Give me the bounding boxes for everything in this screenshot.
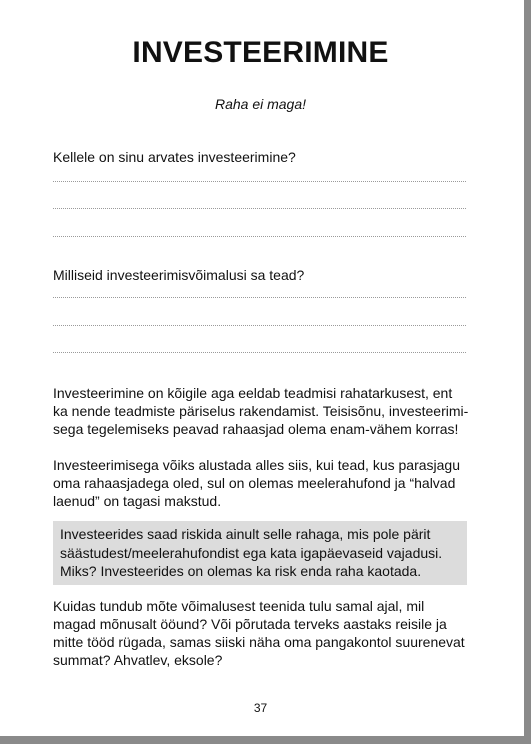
paragraph-when-to-start xyxy=(53,456,469,510)
paragraph-line: Kuidas tundub mõte võimalusest teenida tulu samal ajal, mil xyxy=(53,598,425,614)
paragraph-line: oma rahaasjadega oled, sul on olemas meelerahufond ja “halvad xyxy=(53,475,456,491)
paragraph-line: magad mõnusalt ööund? Või põrutada terveks aastaks reisile ja xyxy=(53,616,447,632)
paragraph-line: ka nende teadmiste päriselus rakendamist. Teisisõnu, investeerimi- xyxy=(53,403,469,419)
paragraph-line: sega tegelemiseks peavad rahaasjad olema enam-vähem korras! xyxy=(53,421,459,437)
answer-line xyxy=(53,208,466,209)
page-title: INVESTEERIMINE xyxy=(132,36,389,69)
paragraph-line: Investeerimine on kõigile aga eeldab teadmisi rahatarkusest, ent xyxy=(53,385,453,401)
question-1: Kellele on sinu arvates investeerimine? xyxy=(53,149,296,165)
answer-line xyxy=(53,352,466,353)
paragraph-line: Investeerimisega võiks alustada alles siis, kui tead, kus parasjagu xyxy=(53,457,460,473)
paragraph-closing xyxy=(53,597,469,669)
page-number: 37 xyxy=(253,701,268,715)
question-2: Milliseid investeerimisvõimalusi sa tead? xyxy=(53,267,305,283)
callout-line: Miks? Investeerides on olemas ka risk enda raha kaotada. xyxy=(60,563,422,579)
answer-line xyxy=(53,236,466,237)
paragraph-line: laenud” on tagasi makstud. xyxy=(53,493,222,509)
paragraph-line: mitte tööd rügada, samas siiski näha oma pangakontol suurenevat xyxy=(53,634,465,650)
paragraph-intro xyxy=(53,384,469,438)
callout-line: säästudest/meelerahufondist ega kata igapäevaseid vajadusi. xyxy=(60,544,443,561)
answer-line xyxy=(53,297,466,298)
callout-line: Investeerides saad riskida ainult selle rahaga, mis pole pärit xyxy=(60,526,431,542)
highlight-callout-box xyxy=(53,521,467,585)
answer-line xyxy=(53,325,466,326)
page-subtitle: Raha ei maga! xyxy=(214,96,307,112)
paragraph-line: summat? Ahvatlev, eksole? xyxy=(53,652,223,668)
answer-line xyxy=(53,181,466,182)
